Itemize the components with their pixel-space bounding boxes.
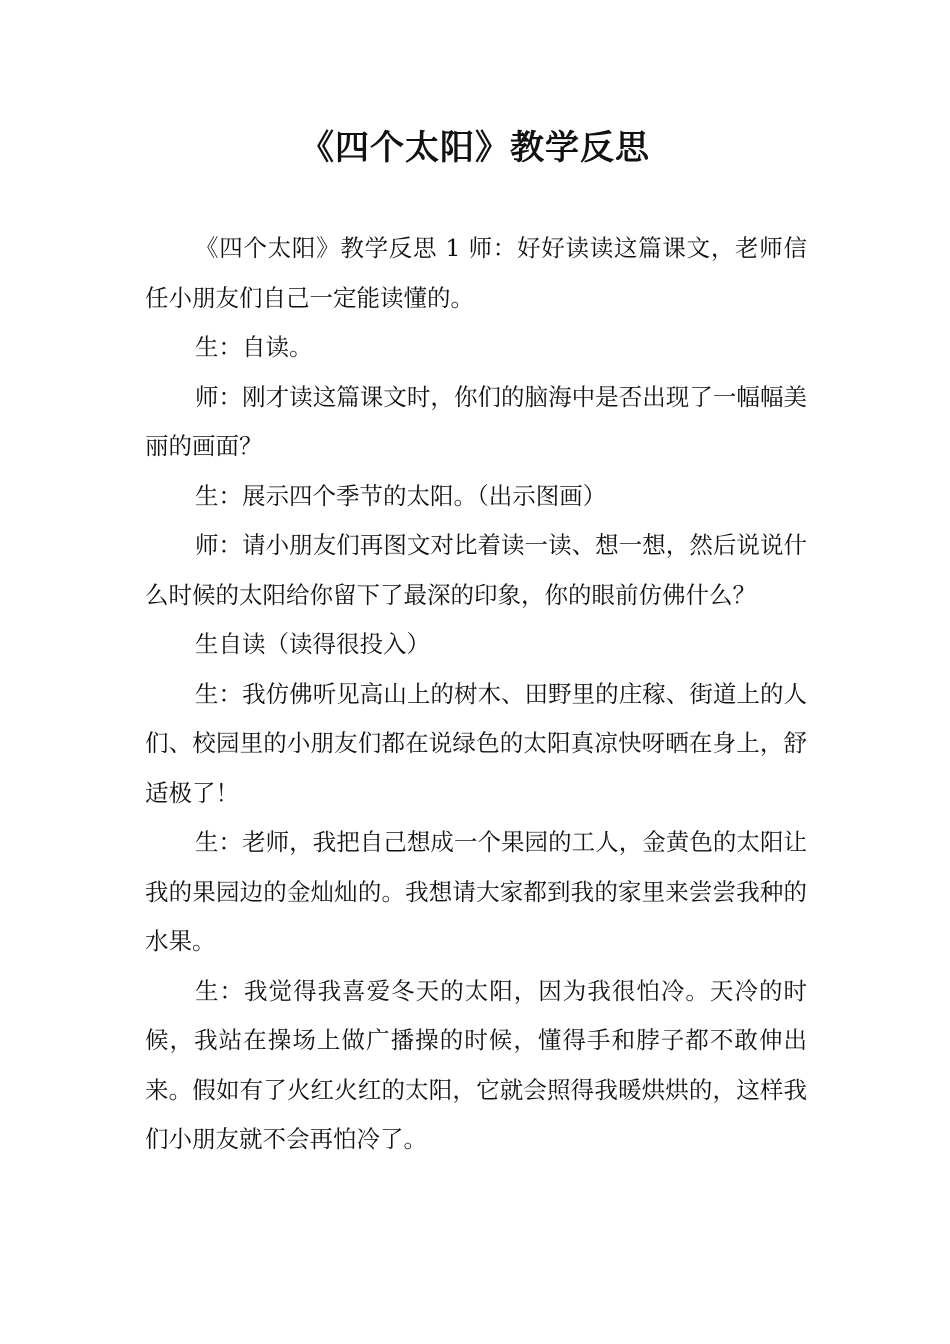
paragraph: 生：我觉得我喜爱冬天的太阳，因为我很怕冷。天冷的时候，我站在操场上做广播操的时候，懂得手和脖子都不敢伸出来。假如有了火红火红的太阳，它就会照得我暖烘烘的，这样我们小朋友就不会再怕冷了。 <box>145 976 807 1153</box>
paragraph: 生：我仿佛听见高山上的树木、田野里的庄稼、街道上的人们、校园里的小朋友们都在说绿色的太阳真凉快呀晒在身上，舒适极了！ <box>145 679 807 807</box>
paragraph: 师：刚才读这篇课文时，你们的脑海中是否出现了一幅幅美丽的画面？ <box>145 382 807 460</box>
paragraph: 生：老师，我把自己想成一个果园的工人，金黄色的太阳让我的果园边的金灿灿的。我想请大家都到我的家里来尝尝我种的水果。 <box>145 828 807 955</box>
paragraph: 生：自读。 <box>195 333 313 361</box>
paragraph: 生自读（读得很投入） <box>195 630 430 658</box>
document-title: 《四个太阳》教学反思 <box>300 128 650 168</box>
document-body <box>145 224 807 1165</box>
paragraph: 《四个太阳》教学反思 1 师：好好读读这篇课文，老师信任小朋友们自己一定能读懂的。 <box>145 234 807 312</box>
paragraph: 生：展示四个季节的太阳。（出示图画） <box>195 481 607 510</box>
paragraph: 师：请小朋友们再图文对比着读一读、想一想，然后说说什么时候的太阳给你留下了最深的印象，你的眼前仿佛什么？ <box>145 531 807 609</box>
